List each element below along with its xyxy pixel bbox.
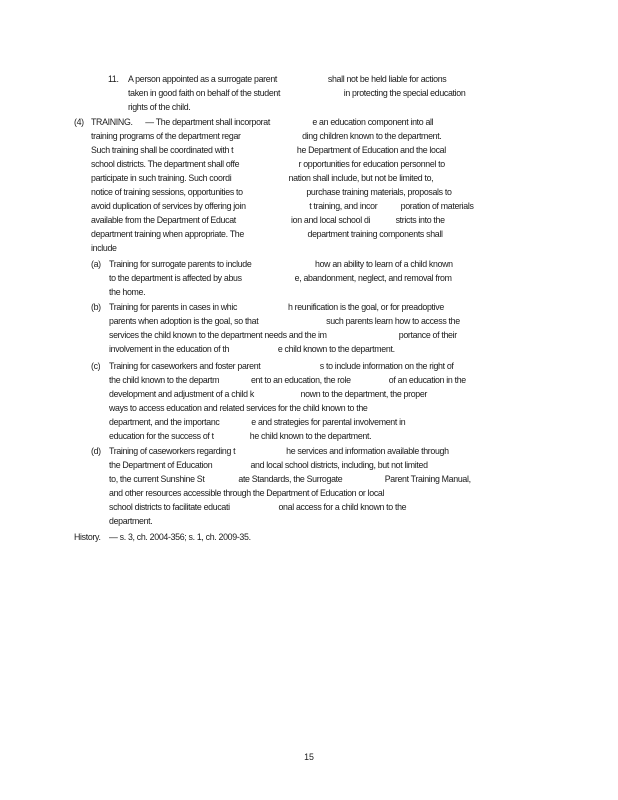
section-4-line: department training when appropriate. The department training components shall [91, 228, 443, 239]
subitem-c-line: education for the success of t he child known to the department. [109, 430, 372, 441]
section-4-label: (4) [74, 116, 84, 127]
subitem-c-line: the child known to the departm ent to an education, the role of an education in the [109, 374, 466, 385]
history-note: History. — s. 3, ch. 2004-356; s. 1, ch. 2009-35. [74, 531, 251, 542]
subitem-a-label: (a) [91, 258, 101, 269]
subitem-b-label: (b) [91, 301, 101, 312]
subitem-b-line: Training for parents in cases in whic h reunification is the goal, or for preadoptive [109, 301, 444, 312]
item-11-line: taken in good faith on behalf of the student in protecting the special education [128, 87, 466, 98]
item-11-line: rights of the child. [128, 101, 191, 112]
item-11-line: A person appointed as a surrogate parent shall not be held liable for actions [128, 73, 447, 84]
section-4-line: Such training shall be coordinated with t he Department of Education and the local [91, 144, 446, 155]
page-number: 15 [304, 751, 314, 762]
item-11-number: 11. [108, 73, 119, 84]
subitem-a-line: Training for surrogate parents to include how an ability to learn of a child known [109, 258, 453, 269]
section-4-line: participate in such training. Such coordi nation shall include, but not be limited to, [91, 172, 434, 183]
subitem-a-line: to the department is affected by abus e, abandonment, neglect, and removal from [109, 272, 452, 283]
subitem-a-line: the home. [109, 286, 146, 297]
section-4-line: avoid duplication of services by offering join t training, and incor poration of materials [91, 200, 474, 211]
subitem-d-label: (d) [91, 445, 101, 456]
section-4-line: training programs of the department regar ding children known to the department. [91, 130, 442, 141]
subitem-c-line: Training for caseworkers and foster parent s to include information on the right of [109, 360, 454, 371]
section-4-line: available from the Department of Educat ion and local school di stricts into the [91, 214, 445, 225]
subitem-d-line: the Department of Education and local school districts, including, but not limited [109, 459, 428, 470]
subitem-b-line: involvement in the education of th e child known to the department. [109, 343, 395, 354]
subitem-d-line: to, the current Sunshine St ate Standards, the Surrogate Parent Training Manual, [109, 473, 471, 484]
section-4-line: notice of training sessions, opportunities to purchase training materials, proposals to [91, 186, 452, 197]
subitem-c-label: (c) [91, 360, 101, 371]
subitem-c-line: department, and the importanc e and strategies for parental involvement in [109, 416, 406, 427]
subitem-b-line: services the child known to the department needs and the im portance of their [109, 329, 457, 340]
section-4-line: school districts. The department shall offe r opportunities for education personnel to [91, 158, 445, 169]
section-4-line: include [91, 242, 117, 253]
subitem-c-line: ways to access education and related services for the child known to the [109, 402, 368, 413]
section-4-heading-line: TRAINING. — The department shall incorporat e an education component into all [91, 116, 434, 127]
subitem-b-line: parents when adoption is the goal, so that such parents learn how to access the [109, 315, 460, 326]
subitem-d-line: Training of caseworkers regarding t he services and information available through [109, 445, 449, 456]
subitem-d-line: and other resources accessible through the Department of Education or local [109, 487, 385, 498]
subitem-c-line: development and adjustment of a child k nown to the department, the proper [109, 388, 428, 399]
subitem-d-line: school districts to facilitate educati onal access for a child known to the [109, 501, 407, 512]
subitem-d-line: department. [109, 515, 153, 526]
